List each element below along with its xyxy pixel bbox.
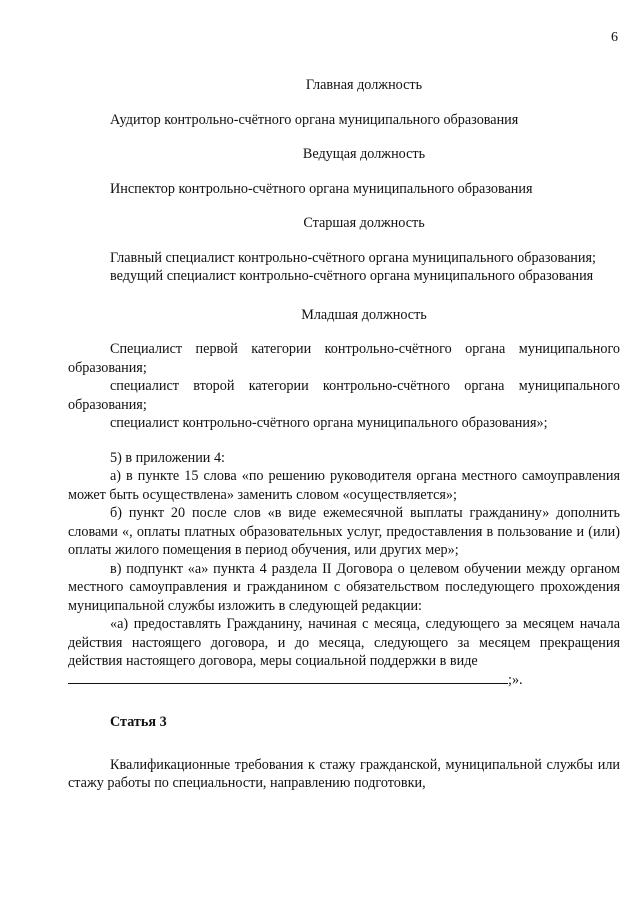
- document-body: [68, 76, 620, 793]
- heading-junior-position: Младшая должность: [301, 306, 427, 323]
- amendment-a: а) в пункте 15 слова «по решению руководителя органа местного самоуправления может быть осуществлена» заменить словом «осуществляется»;: [68, 468, 620, 503]
- senior-position-item-2: ведущий специалист контрольно-счётного органа муниципального образования: [110, 268, 594, 284]
- article-title: Статья 3: [110, 714, 167, 730]
- junior-position-item-1: Специалист первой категории контрольно-счётного органа муниципального образования;: [68, 341, 620, 376]
- amendment-d-end: ;».: [508, 671, 523, 688]
- blank-line: [68, 671, 508, 684]
- senior-position-item-1: Главный специалист контрольно-счётного органа муниципального образования;: [110, 249, 596, 266]
- article-text: Квалификационные требования к стажу гражданской, муниципальной службы или стажу работы по специальности, направлению подготовки,: [68, 756, 620, 791]
- heading-senior-position: Старшая должность: [303, 215, 425, 231]
- junior-position-item-3: специалист контрольно-счётного органа муниципального образования»;: [110, 415, 548, 431]
- amendment-d-line: [68, 671, 620, 690]
- heading-main-position: Главная должность: [305, 77, 423, 93]
- lead-position-item: Инспектор контрольно-счётного органа муниципального образования: [110, 180, 533, 197]
- amendment-c: в) подпункт «а» пункта 4 раздела II Договора о целевом обучении между органом местного самоуправления и гражданином с обязательством последующего прохождения муниципальной службы изложить в следующей редакции:: [68, 560, 620, 614]
- main-position-item: Аудитор контрольно-счётного органа муниципального образования: [110, 111, 519, 128]
- amendment-intro: 5) в приложении 4:: [110, 449, 225, 466]
- heading-lead-position: Ведущая должность: [302, 146, 426, 162]
- amendment-b: б) пункт 20 после слов «в виде ежемесячной выплаты гражданину» дополнить словами «, оплаты платных образовательных услуг, предоставления в пользование и (или) оплаты жилого помещения в период обучения, или других мер»;: [68, 505, 620, 558]
- junior-position-item-2: специалист второй категории контрольно-счётного органа муниципального образования;: [68, 378, 620, 413]
- amendment-d: «а) предоставлять Гражданину, начиная с месяца, следующего за месяцем начала действия настоящего договора, и до месяца, следующего за месяцем прекращения действия настоящего договора, меры социальной поддержки в виде: [68, 616, 620, 669]
- page-number: 6: [611, 30, 618, 45]
